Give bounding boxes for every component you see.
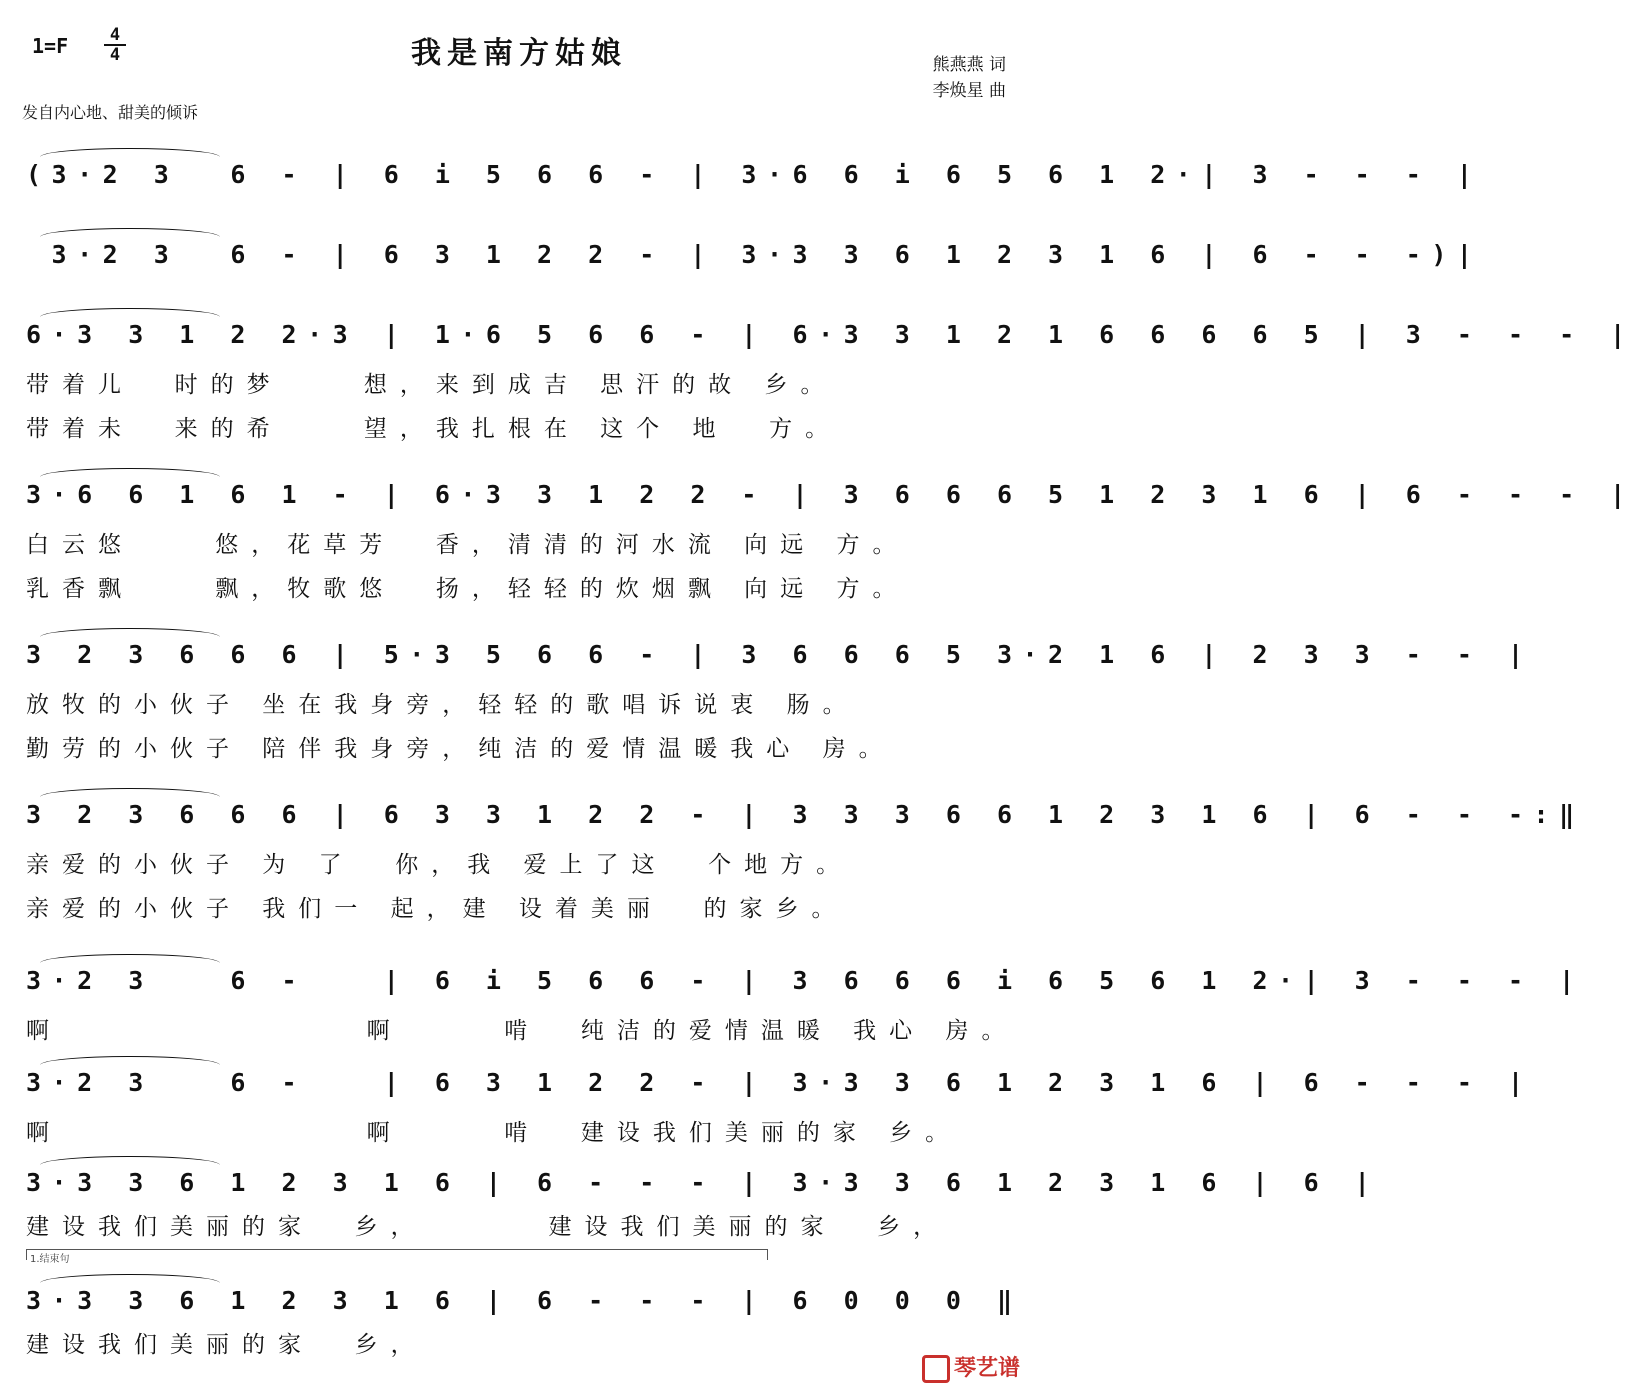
lyric-line: 建设我们美丽的家 乡，: [26, 1332, 427, 1358]
composer-credit: 李焕星 曲: [932, 81, 1006, 101]
lyric-line: 建设我们美丽的家 乡， 建设我们美丽的家 乡，: [26, 1214, 950, 1240]
notation-line: 3·6 6 1 6 1 - | 6·3 3 1 2 2 - | 3 6 6 6 5 1 2 3 1 6 | 6 - - - |: [26, 480, 1636, 509]
slur-mark: [40, 628, 220, 637]
notation-line: 3·3 3 6 1 2 3 1 6 | 6 - - - | 3·3 3 6 1 2 3 1 6 | 6 |: [26, 1168, 1381, 1197]
slur-mark: [40, 954, 220, 963]
lyric-line: 乳香飘 飘，牧歌悠 扬，轻轻的炊烟飘 向远 方。: [26, 576, 909, 602]
slur-mark: [40, 308, 220, 317]
lyric-line: 啊 啊 啃 纯洁的爱情温暖 我心 房。: [26, 1018, 1018, 1044]
slur-mark: [40, 1274, 220, 1283]
meter-top: 4: [109, 25, 121, 45]
watermark-text: 琴艺谱: [953, 1356, 1020, 1381]
notation-line: 3 2 3 6 6 6 | 5·3 5 6 6 - | 3 6 6 6 5 3·2 1 6 | 2 3 3 - - |: [26, 640, 1534, 669]
ending-bracket: [26, 1249, 768, 1260]
lyric-line: 放牧的小伙子 坐在我身旁，轻轻的歌唱诉说衷 肠。: [26, 692, 859, 718]
slur-mark: [40, 1156, 220, 1165]
lyric-line: 啊 啊 啃 建设我们美丽的家 乡。: [26, 1120, 962, 1146]
lyric-line: 勤劳的小伙子 陪伴我身旁，纯洁的爱情温暖我心 房。: [26, 736, 895, 762]
lyricist-credit: 熊燕燕 词: [932, 55, 1006, 75]
expression-mark: 发自内心地、甜美的倾诉: [22, 103, 199, 122]
slur-mark: [40, 228, 220, 237]
slur-mark: [40, 1056, 220, 1065]
key-signature: 1=F: [32, 34, 69, 58]
lyric-line: 亲爱的小伙子 为 了 你，我 爱上了这 个地方。: [26, 852, 853, 878]
lyric-line: 带着未 来的希 望，我扎根在 这个 地 方。: [26, 416, 842, 442]
notation-line: 3·3 3 6 1 2 3 1 6 | 6 - - - | 6 0 0 0 ‖: [26, 1286, 1023, 1315]
notation-line: 3·2 3 6 - | 6 3 1 2 2 - | 3·3 3 6 1 2 3 1 6 | 6 - - -)|: [26, 240, 1483, 269]
notation-line: 3·2 3 6 - | 6 3 1 2 2 - | 3·3 3 6 1 2 3 1 6 | 6 - - - |: [26, 1068, 1534, 1097]
song-title: 我是南方姑娘: [411, 36, 627, 71]
meter-bottom: 4: [109, 45, 121, 65]
lyric-line: 带着儿 时的梦 想，来到成吉 思汗的故 乡。: [26, 372, 837, 398]
logo-icon: [922, 1355, 950, 1383]
notation-line: 6·3 3 1 2 2·3 | 1·6 5 6 6 - | 6·3 3 1 2 1 6 6 6 6 5 | 3 - - - |: [26, 320, 1636, 349]
lyric-line: 白云悠 悠，花草芳 香，清清的河水流 向远 方。: [26, 532, 909, 558]
watermark-logo: [922, 1351, 1020, 1383]
notation-line: 3 2 3 6 6 6 | 6 3 3 1 2 2 - | 3 3 3 6 6 1 2 3 1 6 | 6 - - -:‖: [26, 800, 1585, 829]
lyric-line: 亲爱的小伙子 我们一 起，建 设着美丽 的家乡。: [26, 896, 848, 922]
slur-mark: [40, 468, 220, 477]
slur-mark: [40, 788, 220, 797]
slur-mark: [40, 148, 220, 157]
ending-label: 1.结束句: [30, 1254, 70, 1265]
notation-line: (3·2 3 6 - | 6 i 5 6 6 - | 3·6 6 i 6 5 6 1 2·| 3 - - - |: [26, 160, 1483, 189]
notation-line: 3·2 3 6 - | 6 i 5 6 6 - | 3 6 6 6 i 6 5 6 1 2·| 3 - - - |: [26, 966, 1585, 995]
